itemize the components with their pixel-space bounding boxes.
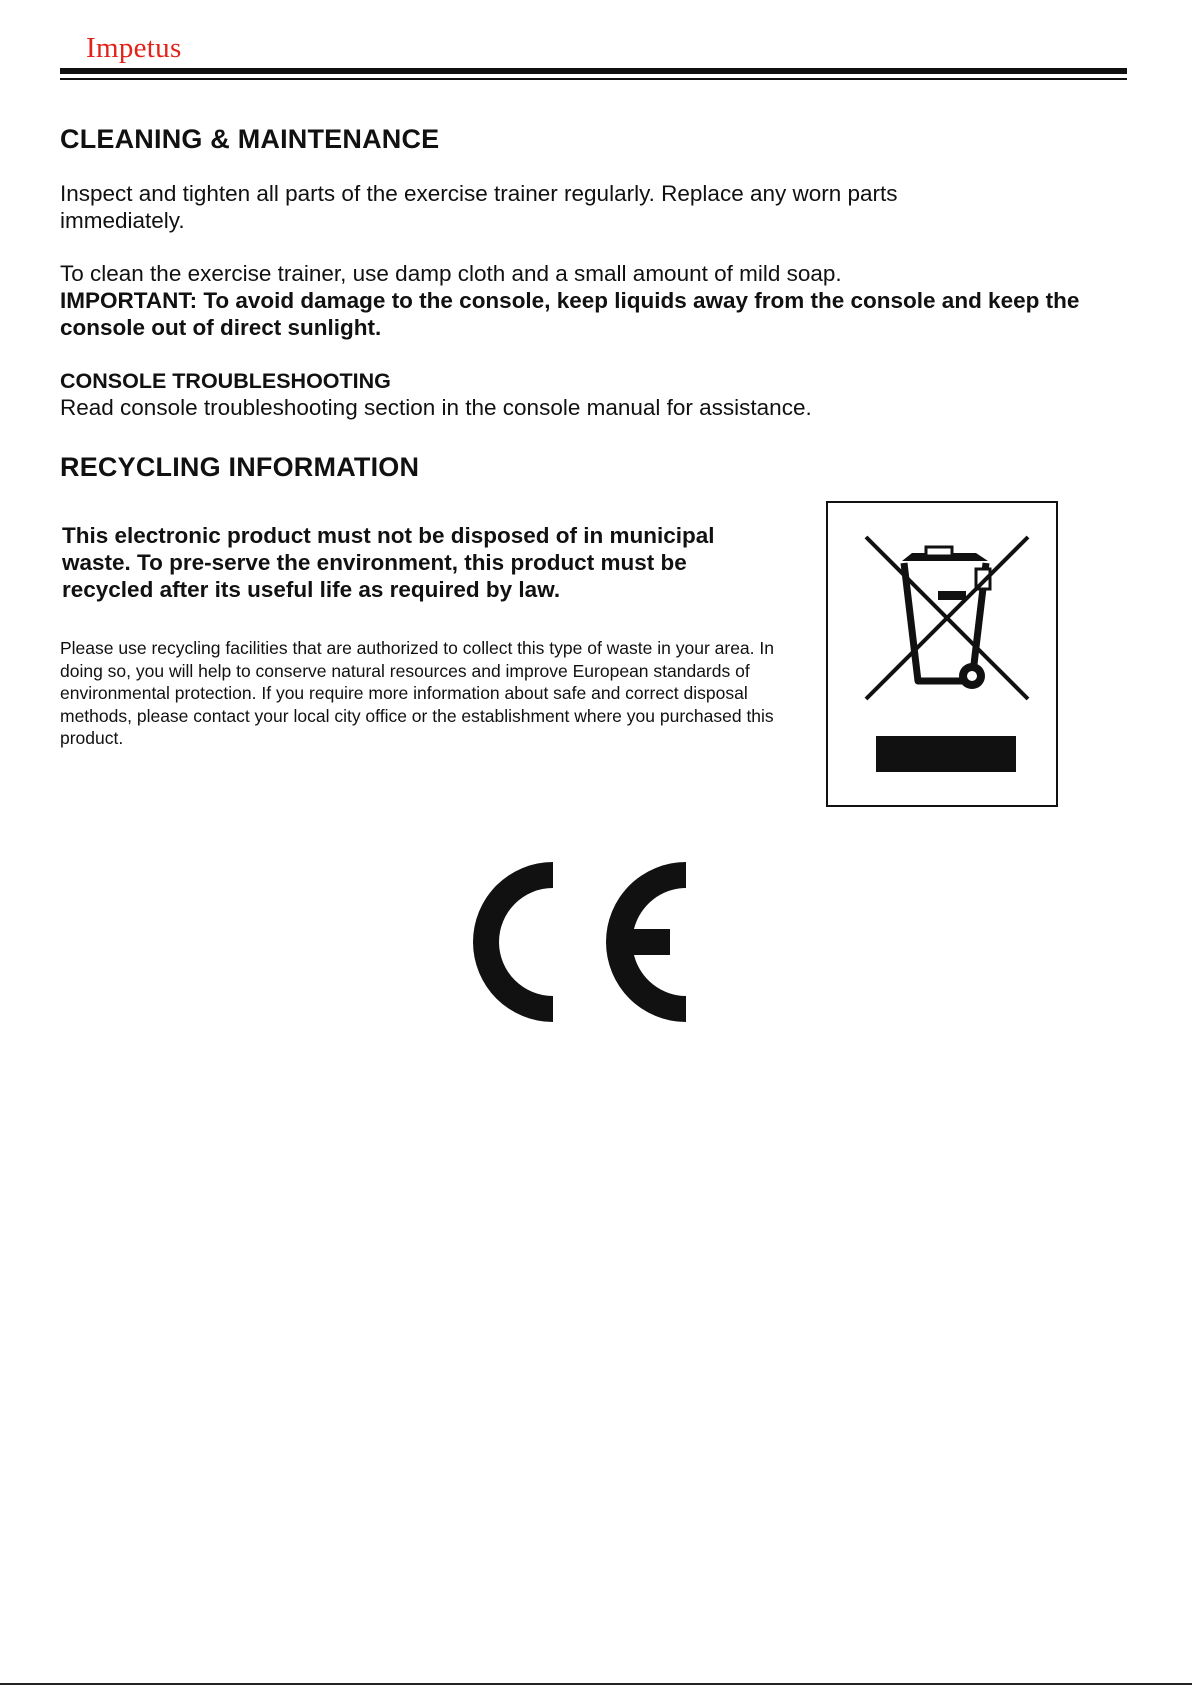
brand-logo: Impetus	[86, 32, 182, 64]
ce-mark-icon	[466, 862, 690, 1022]
troubleshooting-heading: CONSOLE TROUBLESHOOTING	[60, 369, 391, 393]
recycling-details: Please use recycling facilities that are authorized to collect this type of waste in your area. In doing so, you will help to conserve natural resources and improve European standards of environmental protection. If you require more information about safe and correct disposal methods, please contact your local city office or the establishment where you purchased this product.	[60, 638, 774, 748]
weee-symbol-box	[826, 501, 1058, 807]
troubleshooting-text: Read console troubleshooting section in the console manual for assistance.	[60, 395, 812, 420]
recycling-heading: RECYCLING INFORMATION	[60, 452, 420, 482]
crossed-out-wheelie-bin-icon	[828, 503, 1056, 805]
header-rule-thick	[60, 68, 1127, 74]
header-rule-thin	[60, 78, 1127, 80]
recycling-warning: This electronic product must not be disposed of in municipal waste. To pre-serve the environment, this product must be recycled after its useful life as required by law.	[62, 523, 715, 602]
cleaning-paragraph-clean: To clean the exercise trainer, use damp cloth and a small amount of mild soap.	[60, 261, 842, 286]
cleaning-heading: CLEANING & MAINTENANCE	[60, 124, 440, 154]
important-notice: IMPORTANT: To avoid damage to the console, keep liquids away from the console and keep the console out of direct sunlight.	[60, 288, 1080, 340]
cleaning-paragraph-inspect: Inspect and tighten all parts of the exercise trainer regularly. Replace any worn parts immediately.	[60, 181, 898, 233]
